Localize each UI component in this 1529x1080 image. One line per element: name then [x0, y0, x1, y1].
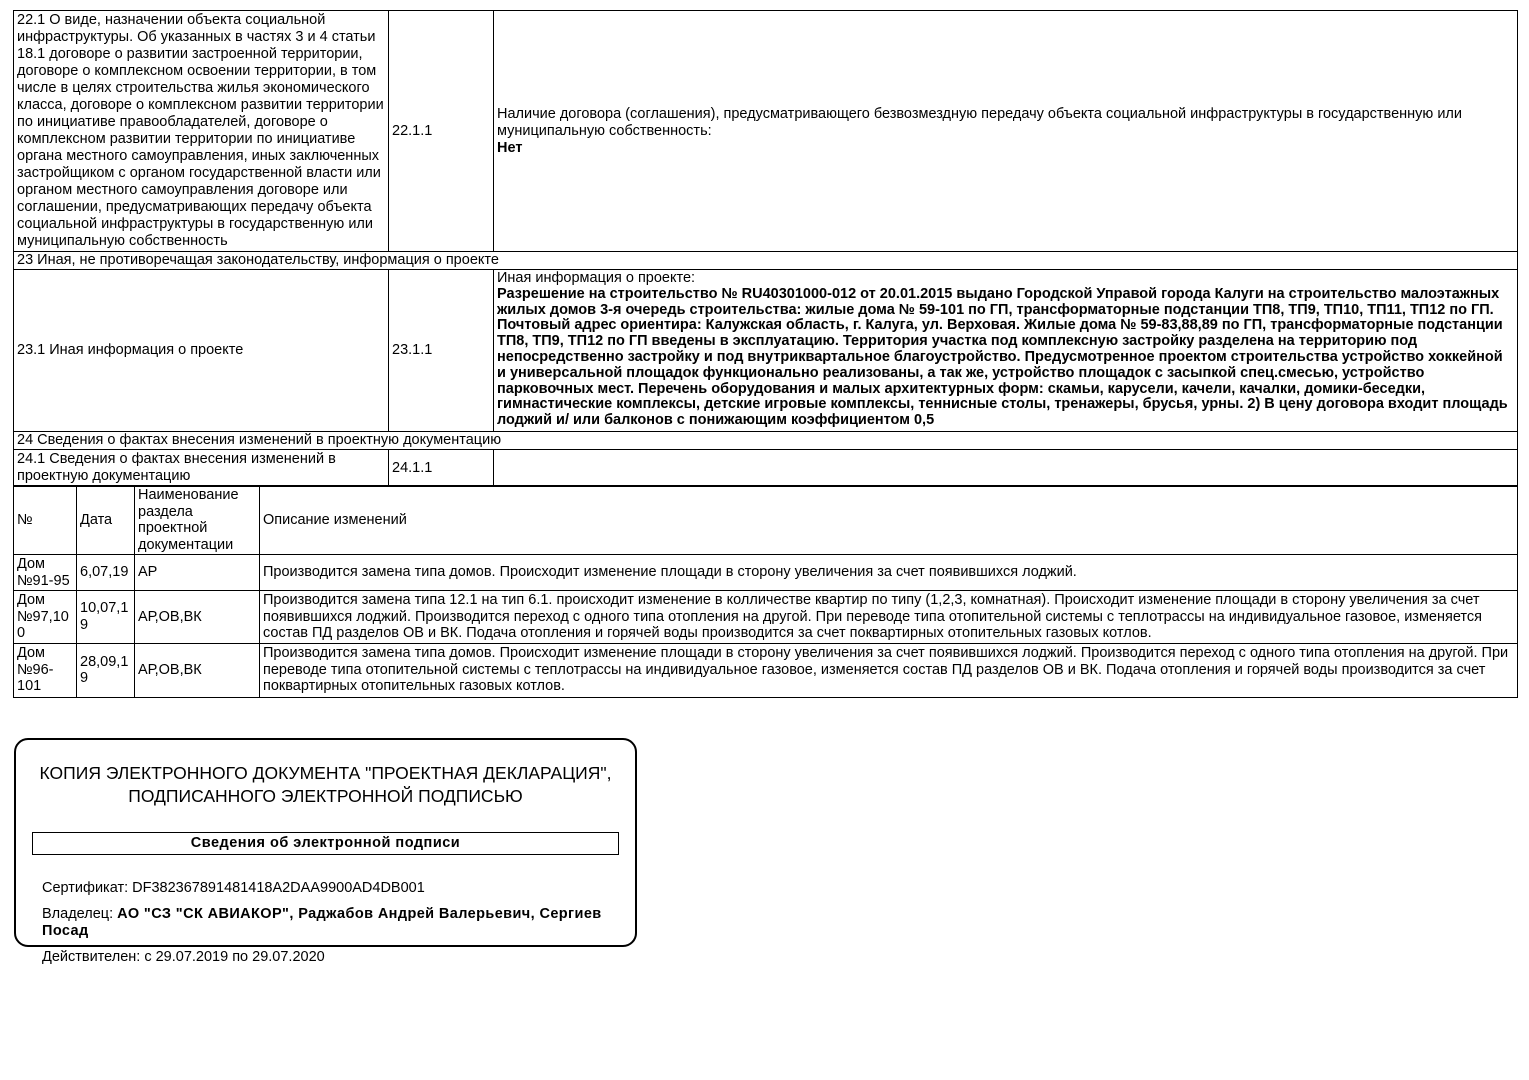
row-22-1-label: 22.1 О виде, назначении объекта социальной инфраструктуры. Об указанных в частях 3 и 4 статьи 18.1 договоре о развитии застроенной территории, договоре о комплексном освоении территории, в том числе в целях строительства жилья экономического класса, договоре о комплексном развитии территории по инициативе правообладателей, договоре о комплексном развитии территории по инициативе органа местного самоуправления, иных заключенных застройщиком с органом государственной власти или органом местного самоуправления договоре или соглашении, предусматривающих передачу объекта социальной инфраструктуры в государственную или муниципальную собственность: [14, 11, 389, 252]
row-22-1: [14, 11, 1518, 252]
changes-header-date: Дата: [77, 486, 135, 555]
signature-title: [16, 762, 635, 808]
row-23-1-code: 23.1.1: [389, 270, 494, 432]
row-24-1-label: 24.1 Сведения о фактах внесения изменений в проектную документацию: [14, 450, 389, 487]
signature-box: [14, 738, 637, 965]
agreement-presence-answer: Нет: [497, 139, 523, 156]
changes-row-1: [14, 555, 1518, 591]
changes-row-3-description: Производится замена типа домов. Происходит изменение площади в сторону увеличения за счет появившихся лоджий. Производится переход с одного типа отопления на другой. При переводе типа отопительной системы с теплотрассы на индивидуальное газовое, изменяется состав ПД разделов ОВ и ВК. Подача отопления и горячей воды производится за счет поквартирных отопительных газовых котлов.: [260, 643, 1518, 697]
row-23-1-value-cell: [494, 270, 1518, 432]
agreement-presence-text: Наличие договора (соглашения), предусматривающего безвозмездную передачу объекта социальной инфраструктуры в государственную или муниципальную собственность:: [497, 105, 1462, 139]
other-info-details: Разрешение на строительство № RU40301000-012 от 20.01.2015 выдано Городской Управой города Калуги на строительство малоэтажных жилых домов 3-я очередь строительства: жилые дома № 59-101 по ГП, трансформаторные подстанции ТП8, ТП9, ТП10, ТП11, ТП12 по ГП. Почтовый адрес ориентира: Калужская область, г. Калуга, ул. Верховая. Жилые дома № 59-83,88,89 по ГП, трансформаторные подстанции ТП8, ТП9, ТП12 по ГП введены в эксплуатацию. Территория участка под комплексную застройку разделена на территорию под непосредственно застройку и под внутриквартальное благоустройство. Предусмотренное проектом строительства устройство хоккейной и универсальной площадок функционально реализованы, а так же, устройство площадок с засыпкой спец.смесью, устройство парковочных мест. Перечень оборудования и малых архитектурных форм: скамьи, карусели, качели, качалки, домики-беседки, гимнастические комплексы, детские игровые комплексы, теннисные столы, тренажеры, брусья, урны. 2) В цену договора входит площадь лоджий и/ или балконов с понижающим коэффициентом 0,5: [497, 285, 1508, 429]
owner-value: АО "СЗ "СК АВИАКОР", Раджабов Андрей Валерьевич, Сергиев Посад: [42, 905, 602, 939]
row-24-1-value-cell: [494, 450, 1518, 487]
signature-title-line2: ПОДПИСАННОГО ЭЛЕКТРОННОЙ ПОДПИСЬЮ: [128, 785, 523, 806]
row-22-1-code: 22.1.1: [389, 11, 494, 252]
owner-label: Владелец:: [42, 905, 118, 922]
section-24-header: 24 Сведения о фактах внесения изменений в проектную документацию: [14, 432, 1518, 450]
changes-row-3-num: Дом №96-101: [14, 643, 77, 697]
signature-title-line1: КОПИЯ ЭЛЕКТРОННОГО ДОКУМЕНТА "ПРОЕКТНАЯ ДЕКЛАРАЦИЯ",: [39, 762, 612, 783]
changes-row-2-section: АР,ОВ,ВК: [135, 591, 260, 644]
section-23-header-row: [14, 252, 1518, 270]
changes-row-2-date: 10,07,19: [77, 591, 135, 644]
document-page: [0, 10, 1529, 965]
row-23-1-label: 23.1 Иная информация о проекте: [14, 270, 389, 432]
row-24-1: [14, 450, 1518, 487]
changes-row-1-num: Дом №91-95: [14, 555, 77, 591]
row-23-1: [14, 270, 1518, 432]
changes-header-section: Наименование раздела проектной документации: [135, 486, 260, 555]
certificate-line: Сертификат: DF382367891481418A2DAA9900AD4DB001: [42, 879, 425, 896]
changes-row-2-description: Производится замена типа 12.1 на тип 6.1. происходит изменение в колличестве квартир по типу (1,2,3, комнатная). Происходит изменение площади в сторону увеличения за счет появившихся лоджий. Производится переход с одного типа отопления на другой. При переводе типа отопительной системы с теплотрассы на индивидуальное газовое, изменяется состав ПД разделов ОВ и ВК. Подача отопления и горячей воды производится за счет поквартирных отопительных газовых котлов.: [260, 591, 1518, 644]
row-24-1-code: 24.1.1: [389, 450, 494, 487]
changes-row-1-description: Производится замена типа домов. Происходит изменение площади в сторону увеличения за счет появившихся лоджий.: [260, 555, 1518, 591]
section-24-header-row: [14, 432, 1518, 450]
changes-row-3-date: 28,09,19: [77, 643, 135, 697]
declaration-table: [13, 10, 1518, 487]
validity-line: Действителен: с 29.07.2019 по 29.07.2020: [42, 948, 325, 965]
changes-row-2: [14, 591, 1518, 644]
section-23-header: 23 Иная, не противоречащая законодательству, информация о проекте: [14, 252, 1518, 270]
owner-line: [42, 906, 615, 940]
row-22-1-value-cell: [494, 11, 1518, 252]
changes-row-1-section: АР: [135, 555, 260, 591]
changes-row-3: [14, 643, 1518, 697]
changes-row-3-section: АР,ОВ,ВК: [135, 643, 260, 697]
changes-row-2-num: Дом №97,100: [14, 591, 77, 644]
changes-table: [13, 485, 1518, 698]
signature-details: [42, 880, 615, 966]
changes-table-header-row: [14, 486, 1518, 555]
signature-subtitle-box: Сведения об электронной подписи: [32, 832, 619, 855]
other-info-intro: Иная информация о проекте:: [497, 270, 696, 286]
changes-row-1-date: 6,07,19: [77, 555, 135, 591]
changes-header-num: №: [14, 486, 77, 555]
changes-header-description: Описание изменений: [260, 486, 1518, 555]
